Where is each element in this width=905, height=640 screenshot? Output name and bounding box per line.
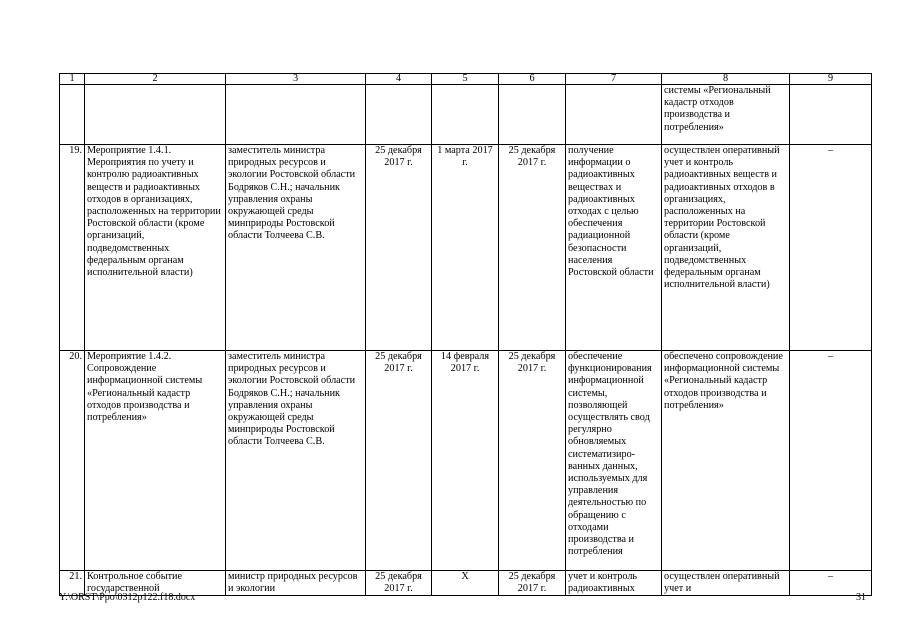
table-row bbox=[60, 351, 872, 571]
column-number-row bbox=[60, 74, 872, 85]
document-table bbox=[59, 73, 872, 596]
actual-end-cell: 25 декабря 2017 г. bbox=[499, 351, 566, 571]
event-cell: Контрольное событие государственной bbox=[85, 571, 226, 596]
row-number: 21. bbox=[60, 571, 85, 596]
row-number: 20. bbox=[60, 351, 85, 571]
column-number: 6 bbox=[499, 74, 566, 85]
page-number: 31 bbox=[856, 592, 866, 603]
reasons-cell: – bbox=[790, 571, 872, 596]
row-number: 19. bbox=[60, 145, 85, 351]
planned-result-cell: получение информации о радиоактивных веществах и радиоактивных отходах с целью обеспечения радиационной безопасности населения Ростовской области bbox=[566, 145, 662, 351]
reasons-cell: – bbox=[790, 145, 872, 351]
actual-result-cell: системы «Региональный кадастр отходов производства и потребления» bbox=[662, 85, 790, 145]
plan-date-cell: 25 декабря 2017 г. bbox=[366, 571, 432, 596]
column-number: 1 bbox=[60, 74, 85, 85]
column-number: 5 bbox=[432, 74, 499, 85]
column-number: 7 bbox=[566, 74, 662, 85]
actual-result-cell: обеспечено сопровождение информационной системы «Региональный кадастр отходов производства и потребления» bbox=[662, 351, 790, 571]
actual-end-cell: 25 декабря 2017 г. bbox=[499, 145, 566, 351]
column-number: 3 bbox=[226, 74, 366, 85]
plan-date-cell: 25 декабря 2017 г. bbox=[366, 351, 432, 571]
responsible-cell: министр природных ресурсов и экологии bbox=[226, 571, 366, 596]
column-number: 9 bbox=[790, 74, 872, 85]
actual-end-cell: 25 декабря 2017 г. bbox=[499, 571, 566, 596]
actual-start-cell: 14 февраля 2017 г. bbox=[432, 351, 499, 571]
responsible-cell: заместитель министра природных ресурсов и экологии Ростовской области Бодряков С.Н.; начальник управления охраны окружающей среды минприроды Ростовской области Толчеева С.В. bbox=[226, 145, 366, 351]
reasons-cell: – bbox=[790, 351, 872, 571]
actual-start-cell: X bbox=[432, 571, 499, 596]
actual-result-cell: осуществлен оперативный учет и контроль радиоактивных веществ и радиоактивных отходов в организациях, расположенных на территории Ростовской области (кроме организаций, подведомственных федеральным органам исполнительной власти) bbox=[662, 145, 790, 351]
planned-result-cell: обеспечение функционирования информационной системы, позволяющей осуществлять свод регулярно обновляемых систематизиро-ванных данных, используемых для управления деятельностью по обращению с отходами производства и потребления bbox=[566, 351, 662, 571]
column-number: 2 bbox=[85, 74, 226, 85]
table-row bbox=[60, 145, 872, 351]
event-cell: Мероприятие 1.4.2. Сопровождение информационной системы «Региональный кадастр отходов производства и потребления» bbox=[85, 351, 226, 571]
responsible-cell: заместитель министра природных ресурсов и экологии Ростовской области Бодряков С.Н.; начальник управления охраны окружающей среды минприроды Ростовской области Толчеева С.В. bbox=[226, 351, 366, 571]
plan-date-cell: 25 декабря 2017 г. bbox=[366, 145, 432, 351]
file-path-footer: Y:\ORST\Ppo\0312p122.f18.docx bbox=[59, 592, 196, 603]
table-row-continuation bbox=[60, 85, 872, 145]
column-number: 4 bbox=[366, 74, 432, 85]
actual-start-cell: 1 марта 2017 г. bbox=[432, 145, 499, 351]
planned-result-cell: учет и контроль радиоактивных bbox=[566, 571, 662, 596]
event-cell: Мероприятие 1.4.1. Мероприятия по учету и контролю радиоактивных веществ и радиоактивных отходов в организациях, расположенных на территории Ростовской области (кроме организаций, подведомственных федеральным органам исполнительной власти) bbox=[85, 145, 226, 351]
column-number: 8 bbox=[662, 74, 790, 85]
actual-result-cell: осуществлен оперативный учет и bbox=[662, 571, 790, 596]
